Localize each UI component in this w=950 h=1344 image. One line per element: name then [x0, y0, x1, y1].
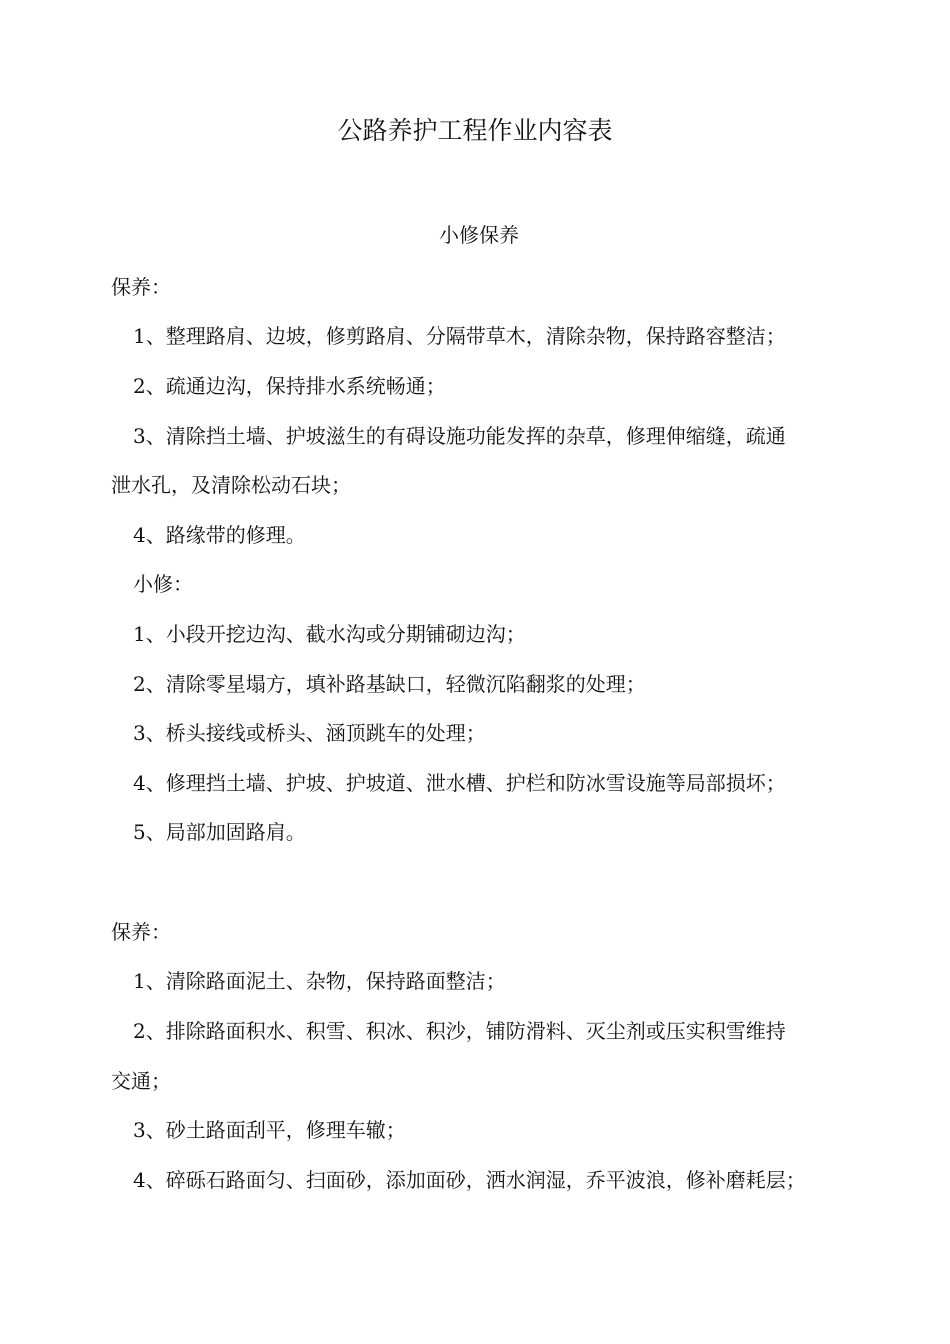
section-subtitle: 小修保养	[439, 223, 519, 247]
section1-item-3-continued: 泄水孔，及清除松动石块；	[111, 473, 351, 497]
section2-item-2: 2、清除零星塌方，填补路基缺口，轻微沉陷翻浆的处理；	[133, 672, 646, 696]
section2-heading: 小修：	[133, 572, 193, 596]
section3-item-2-continued: 交通；	[111, 1069, 171, 1093]
section2-item-4: 4、修理挡土墙、护坡、护坡道、泄水槽、护栏和防冰雪设施等局部损坏；	[133, 771, 786, 795]
section3-item-2: 2、排除路面积水、积雪、积冰、积沙，铺防滑料、灭尘剂或压实积雪维持	[133, 1019, 786, 1043]
section1-item-1: 1、整理路肩、边坡，修剪路肩、分隔带草木，清除杂物，保持路容整洁；	[133, 324, 786, 348]
section3-item-1: 1、清除路面泥土、杂物，保持路面整洁；	[133, 969, 506, 993]
section1-item-3: 3、清除挡土墙、护坡滋生的有碍设施功能发挥的杂草，修理伸缩缝，疏通	[133, 424, 786, 448]
section2-item-1: 1、小段开挖边沟、截水沟或分期铺砌边沟；	[133, 622, 526, 646]
section2-item-5: 5、局部加固路肩。	[133, 820, 306, 844]
section3-item-3: 3、砂土路面刮平，修理车辙；	[133, 1118, 406, 1142]
section2-item-3: 3、桥头接线或桥头、涵顶跳车的处理；	[133, 721, 486, 745]
section3-heading: 保养：	[111, 920, 171, 944]
section1-item-2: 2、疏通边沟，保持排水系统畅通；	[133, 374, 446, 398]
section3-item-4: 4、碎砾石路面匀、扫面砂，添加面砂，洒水润湿，乔平波浪，修补磨耗层；	[133, 1168, 806, 1192]
document-title: 公路养护工程作业内容表	[337, 116, 613, 145]
section1-heading: 保养：	[111, 275, 171, 299]
section1-item-4: 4、路缘带的修理。	[133, 523, 306, 547]
